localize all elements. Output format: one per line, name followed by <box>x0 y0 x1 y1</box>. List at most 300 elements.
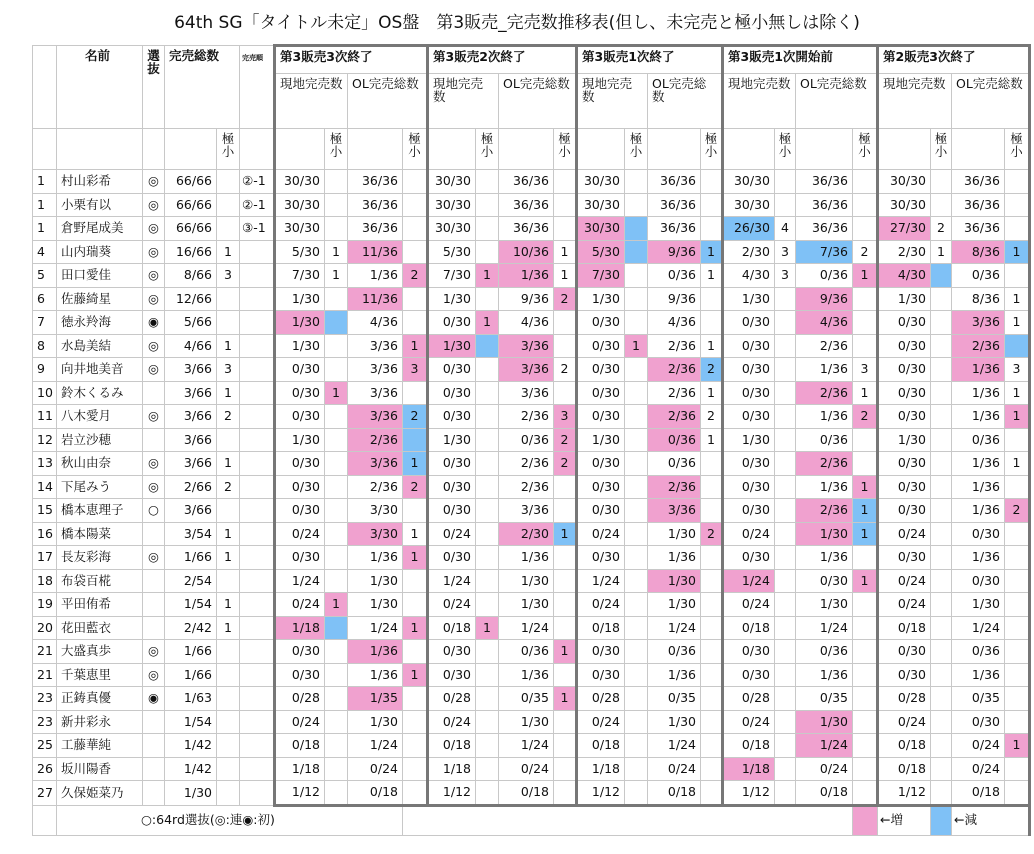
ol-goku-cell <box>853 734 878 758</box>
local-sold-cell: 1/18 <box>275 616 325 640</box>
table-row <box>33 287 1030 311</box>
total-goku-cell: 3 <box>217 264 240 288</box>
local-goku-cell <box>325 734 348 758</box>
ol-sold-cell: 2/36 <box>648 475 701 499</box>
local-goku-cell <box>476 687 499 711</box>
ol-sold-cell: 4/36 <box>796 311 853 335</box>
total-cell: 1/54 <box>165 593 217 617</box>
local-goku-cell <box>625 240 648 264</box>
total-cell: 66/66 <box>165 170 217 194</box>
ol-goku-cell: 1 <box>554 640 577 664</box>
local-sold-cell: 0/30 <box>878 546 931 570</box>
ol-goku-cell <box>403 640 428 664</box>
local-goku-cell: 3 <box>775 264 796 288</box>
ol-goku-cell <box>403 217 428 241</box>
ol-sold-cell: 1/36 <box>952 452 1005 476</box>
table-row <box>33 217 1030 241</box>
rank-cell: 8 <box>33 334 57 358</box>
local-sold-cell: 0/30 <box>428 663 476 687</box>
group-header-4: 第3販売1次開始前 <box>723 46 878 74</box>
select-mark <box>143 593 165 617</box>
ol-goku-cell <box>701 170 723 194</box>
local-sold-cell: 1/24 <box>577 569 625 593</box>
ol-sold-cell: 4/36 <box>499 311 554 335</box>
ol-sold-cell: 0/18 <box>348 781 403 806</box>
ol-sold-cell: 1/36 <box>796 663 853 687</box>
local-sold-cell: 0/30 <box>428 311 476 335</box>
total-goku-cell: 1 <box>217 452 240 476</box>
local-goku-cell <box>325 358 348 382</box>
local-goku-cell <box>325 640 348 664</box>
total-cell: 3/66 <box>165 381 217 405</box>
ol-goku-cell <box>853 287 878 311</box>
name-cell: 村山彩希 <box>57 170 143 194</box>
rank-cell: 23 <box>33 687 57 711</box>
table-row <box>33 593 1030 617</box>
local-goku-cell <box>931 499 952 523</box>
local-sold-cell: 0/30 <box>428 358 476 382</box>
name-cell: 大盛真歩 <box>57 640 143 664</box>
ol-sold-cell: 2/36 <box>499 475 554 499</box>
local-sold-cell: 1/24 <box>428 569 476 593</box>
rank-cell: 9 <box>33 358 57 382</box>
ol-goku-cell: 1 <box>1005 311 1030 335</box>
name-cell: 鈴木くるみ <box>57 381 143 405</box>
local-sold-cell: 30/30 <box>428 217 476 241</box>
ol-sold-cell: 1/24 <box>952 616 1005 640</box>
local-goku-cell: 1 <box>931 240 952 264</box>
local-goku-cell <box>476 334 499 358</box>
select-mark: ◎ <box>143 405 165 429</box>
local-sold-cell: 0/30 <box>577 452 625 476</box>
total-goku-cell: 1 <box>217 616 240 640</box>
local-goku-cell <box>931 334 952 358</box>
table-row <box>33 381 1030 405</box>
local-sold-cell: 1/30 <box>723 428 775 452</box>
select-mark <box>143 569 165 593</box>
ol-sold-cell: 0/36 <box>499 640 554 664</box>
order-cell <box>240 593 275 617</box>
order-cell: ②-1 <box>240 193 275 217</box>
ol-goku-cell <box>554 593 577 617</box>
order-cell <box>240 334 275 358</box>
local-sold-cell: 0/30 <box>723 405 775 429</box>
local-goku-cell <box>476 522 499 546</box>
local-sold-cell: 1/18 <box>428 757 476 781</box>
ol-sold-cell: 36/36 <box>499 170 554 194</box>
local-goku-cell <box>625 287 648 311</box>
local-sold-cell: 1/12 <box>723 781 775 806</box>
select-mark <box>143 522 165 546</box>
local-sold-cell: 1/12 <box>428 781 476 806</box>
select-mark <box>143 734 165 758</box>
table-row <box>33 663 1030 687</box>
ol-goku-cell <box>701 734 723 758</box>
order-cell <box>240 381 275 405</box>
rank-cell: 1 <box>33 193 57 217</box>
ol-goku-cell <box>1005 593 1030 617</box>
ol-sold-cell: 3/36 <box>348 405 403 429</box>
ol-sold-cell: 1/30 <box>348 569 403 593</box>
local-sold-cell: 1/12 <box>275 781 325 806</box>
local-goku-cell <box>476 475 499 499</box>
ol-goku-cell <box>701 663 723 687</box>
local-goku-cell: 1 <box>476 311 499 335</box>
local-goku-cell <box>325 546 348 570</box>
total-cell: 4/66 <box>165 334 217 358</box>
local-goku-cell <box>625 569 648 593</box>
ol-goku-cell <box>403 381 428 405</box>
local-goku-cell <box>931 170 952 194</box>
ol-sold-cell: 1/36 <box>796 475 853 499</box>
ol-sold-cell: 2/36 <box>648 381 701 405</box>
local-goku-cell <box>625 522 648 546</box>
local-goku-cell <box>476 663 499 687</box>
total-goku-cell <box>217 687 240 711</box>
local-sold-cell: 1/24 <box>275 569 325 593</box>
local-sold-cell: 1/30 <box>275 334 325 358</box>
local-goku-cell <box>625 616 648 640</box>
name-cell: 久保姫菜乃 <box>57 781 143 806</box>
name-cell: 平田侑希 <box>57 593 143 617</box>
goku-header: 極小 <box>325 129 348 170</box>
local-goku-cell <box>775 546 796 570</box>
local-sold-cell: 30/30 <box>723 170 775 194</box>
local-goku-cell <box>931 710 952 734</box>
local-sold-cell: 0/24 <box>878 593 931 617</box>
order-cell <box>240 475 275 499</box>
local-goku-cell <box>775 405 796 429</box>
ol-goku-cell <box>853 663 878 687</box>
local-sold-cell: 30/30 <box>577 217 625 241</box>
local-goku-cell <box>325 616 348 640</box>
ol-sold-cell: 0/36 <box>952 428 1005 452</box>
local-sold-cell: 30/30 <box>275 193 325 217</box>
ol-goku-cell: 2 <box>1005 499 1030 523</box>
group-header-3: 第3販売1次終了 <box>577 46 723 74</box>
ol-sold-cell: 0/35 <box>499 687 554 711</box>
ol-sold-cell: 2/36 <box>648 405 701 429</box>
total-cell: 1/42 <box>165 757 217 781</box>
rank-cell: 1 <box>33 217 57 241</box>
ol-goku-cell <box>853 616 878 640</box>
local-sold-cell: 0/30 <box>878 381 931 405</box>
local-sold-cell: 0/18 <box>428 734 476 758</box>
ol-sold-cell: 3/36 <box>348 334 403 358</box>
local-header-5: 現地完売数 <box>878 74 952 129</box>
local-sold-cell: 0/30 <box>723 475 775 499</box>
goku-header: 極小 <box>853 129 878 170</box>
ol-goku-cell <box>853 593 878 617</box>
local-sold-cell: 0/30 <box>577 381 625 405</box>
local-sold-cell: 0/30 <box>723 663 775 687</box>
local-sold-cell: 7/30 <box>428 264 476 288</box>
local-goku-cell: 1 <box>476 264 499 288</box>
group-header-2: 第3販売2次終了 <box>428 46 577 74</box>
total-goku-cell <box>217 287 240 311</box>
local-sold-cell: 0/24 <box>878 569 931 593</box>
local-goku-cell <box>476 593 499 617</box>
local-goku-cell <box>625 217 648 241</box>
local-sold-cell: 0/18 <box>878 757 931 781</box>
local-goku-cell <box>775 381 796 405</box>
rank-cell: 4 <box>33 240 57 264</box>
local-goku-cell <box>625 757 648 781</box>
total-cell: 12/66 <box>165 287 217 311</box>
local-goku-cell <box>476 710 499 734</box>
legend-decrease-swatch <box>931 805 952 835</box>
ol-sold-cell: 10/36 <box>499 240 554 264</box>
order-cell <box>240 781 275 806</box>
local-sold-cell: 0/24 <box>723 593 775 617</box>
ol-goku-cell: 2 <box>554 428 577 452</box>
local-sold-cell: 0/30 <box>577 358 625 382</box>
order-cell <box>240 710 275 734</box>
select-mark <box>143 781 165 806</box>
ol-goku-cell: 1 <box>853 569 878 593</box>
local-sold-cell: 0/30 <box>275 640 325 664</box>
local-goku-cell <box>325 710 348 734</box>
group-header-5: 第2販売3次終了 <box>878 46 1030 74</box>
ol-sold-cell: 0/18 <box>952 781 1005 806</box>
ol-goku-cell <box>853 687 878 711</box>
order-cell <box>240 757 275 781</box>
select-mark: ◉ <box>143 311 165 335</box>
ol-sold-cell: 0/24 <box>796 757 853 781</box>
total-cell: 66/66 <box>165 217 217 241</box>
ol-sold-cell: 2/36 <box>796 452 853 476</box>
table-row <box>33 546 1030 570</box>
local-sold-cell: 1/30 <box>428 334 476 358</box>
ol-goku-cell <box>403 734 428 758</box>
ol-sold-cell: 1/36 <box>499 546 554 570</box>
local-sold-cell: 0/24 <box>577 593 625 617</box>
ol-goku-cell <box>554 781 577 806</box>
local-sold-cell: 0/18 <box>878 616 931 640</box>
ol-sold-cell: 1/30 <box>796 522 853 546</box>
local-goku-cell <box>476 381 499 405</box>
local-sold-cell: 30/30 <box>723 193 775 217</box>
total-cell: 1/66 <box>165 663 217 687</box>
local-sold-cell: 1/30 <box>275 287 325 311</box>
ol-sold-cell: 0/36 <box>648 264 701 288</box>
ol-goku-cell: 1 <box>701 240 723 264</box>
ol-goku-cell: 2 <box>403 475 428 499</box>
local-sold-cell: 0/24 <box>428 522 476 546</box>
goku-header: 極小 <box>403 129 428 170</box>
ol-goku-cell <box>701 217 723 241</box>
local-goku-cell <box>625 358 648 382</box>
select-mark: ◎ <box>143 663 165 687</box>
table-row <box>33 452 1030 476</box>
goku-header: 極小 <box>775 129 796 170</box>
local-goku-cell <box>476 405 499 429</box>
local-goku-cell <box>931 381 952 405</box>
local-goku-cell: 1 <box>325 381 348 405</box>
ol-sold-cell: 9/36 <box>499 287 554 311</box>
ol-sold-cell: 1/24 <box>499 616 554 640</box>
table-row <box>33 170 1030 194</box>
rank-cell: 7 <box>33 311 57 335</box>
ol-sold-cell: 36/36 <box>648 170 701 194</box>
ol-goku-cell <box>1005 546 1030 570</box>
goku-header: 極小 <box>476 129 499 170</box>
local-sold-cell: 0/24 <box>878 522 931 546</box>
ol-goku-cell <box>554 217 577 241</box>
ol-sold-cell: 36/36 <box>796 170 853 194</box>
select-mark: ◎ <box>143 170 165 194</box>
rank-cell: 20 <box>33 616 57 640</box>
name-cell: 佐藤綺星 <box>57 287 143 311</box>
ol-sold-cell: 7/36 <box>796 240 853 264</box>
total-goku-cell <box>217 781 240 806</box>
local-goku-cell <box>476 757 499 781</box>
ol-goku-cell <box>701 475 723 499</box>
ol-sold-cell: 1/36 <box>952 546 1005 570</box>
total-cell: 1/42 <box>165 734 217 758</box>
local-goku-cell <box>325 452 348 476</box>
ol-goku-cell <box>403 240 428 264</box>
ol-sold-cell: 1/36 <box>952 499 1005 523</box>
local-sold-cell: 4/30 <box>878 264 931 288</box>
local-goku-cell <box>325 781 348 806</box>
ol-sold-cell: 3/36 <box>648 499 701 523</box>
name-cell: 徳永羚海 <box>57 311 143 335</box>
local-goku-cell <box>325 428 348 452</box>
local-goku-cell <box>931 287 952 311</box>
table-row <box>33 640 1030 664</box>
local-sold-cell: 0/30 <box>878 358 931 382</box>
local-goku-cell: 4 <box>775 217 796 241</box>
ol-goku-cell: 1 <box>853 475 878 499</box>
local-header-4: 現地完売数 <box>723 74 796 129</box>
local-sold-cell: 2/30 <box>723 240 775 264</box>
local-sold-cell: 0/30 <box>275 499 325 523</box>
table-row <box>33 522 1030 546</box>
local-sold-cell: 30/30 <box>878 193 931 217</box>
order-cell <box>240 499 275 523</box>
ol-sold-cell: 0/36 <box>499 428 554 452</box>
ol-goku-cell <box>701 781 723 806</box>
local-goku-cell <box>325 217 348 241</box>
local-sold-cell: 30/30 <box>878 170 931 194</box>
ol-sold-cell: 3/36 <box>499 358 554 382</box>
name-cell: 布袋百椛 <box>57 569 143 593</box>
total-goku-cell <box>217 757 240 781</box>
ol-sold-cell: 1/36 <box>648 546 701 570</box>
total-cell: 2/66 <box>165 475 217 499</box>
rank-cell: 11 <box>33 405 57 429</box>
ol-goku-cell <box>403 193 428 217</box>
ol-goku-cell: 1 <box>853 264 878 288</box>
ol-sold-cell: 36/36 <box>648 217 701 241</box>
ol-goku-cell <box>701 193 723 217</box>
local-sold-cell: 0/30 <box>428 546 476 570</box>
local-goku-cell <box>476 546 499 570</box>
ol-sold-cell: 3/36 <box>348 358 403 382</box>
ol-goku-cell: 1 <box>1005 405 1030 429</box>
local-sold-cell: 0/30 <box>275 475 325 499</box>
rank-cell: 16 <box>33 522 57 546</box>
local-goku-cell <box>931 311 952 335</box>
local-sold-cell: 30/30 <box>275 170 325 194</box>
local-goku-cell: 3 <box>775 240 796 264</box>
table-row <box>33 311 1030 335</box>
local-sold-cell: 0/30 <box>428 640 476 664</box>
ol-goku-cell: 1 <box>701 381 723 405</box>
local-goku-cell: 1 <box>325 264 348 288</box>
local-sold-cell: 0/30 <box>878 405 931 429</box>
ol-sold-cell: 1/36 <box>952 381 1005 405</box>
ol-sold-cell: 36/36 <box>952 170 1005 194</box>
local-goku-cell <box>931 569 952 593</box>
ol-sold-cell: 1/24 <box>796 616 853 640</box>
local-sold-cell: 0/28 <box>275 687 325 711</box>
rank-cell: 13 <box>33 452 57 476</box>
ol-sold-cell: 1/36 <box>348 640 403 664</box>
ol-header-2: OL完売総数 <box>499 74 577 129</box>
ol-goku-cell <box>403 287 428 311</box>
ol-goku-cell: 2 <box>853 405 878 429</box>
local-goku-cell <box>775 499 796 523</box>
local-goku-cell <box>775 452 796 476</box>
local-sold-cell: 0/24 <box>275 522 325 546</box>
local-goku-cell <box>775 522 796 546</box>
local-sold-cell: 0/24 <box>723 710 775 734</box>
order-cell <box>240 640 275 664</box>
local-goku-cell <box>625 193 648 217</box>
name-cell: 水島美結 <box>57 334 143 358</box>
total-cell: 2/54 <box>165 569 217 593</box>
local-goku-cell <box>325 311 348 335</box>
local-sold-cell: 5/30 <box>577 240 625 264</box>
ol-sold-cell: 1/36 <box>796 405 853 429</box>
ol-sold-cell: 1/24 <box>348 734 403 758</box>
local-sold-cell: 0/30 <box>577 663 625 687</box>
order-cell: ③-1 <box>240 217 275 241</box>
rank-cell: 18 <box>33 569 57 593</box>
local-goku-cell <box>476 640 499 664</box>
local-sold-cell: 0/30 <box>723 499 775 523</box>
total-cell: 3/66 <box>165 452 217 476</box>
total-cell: 1/54 <box>165 710 217 734</box>
ol-sold-cell: 0/36 <box>952 640 1005 664</box>
ol-sold-cell: 0/35 <box>952 687 1005 711</box>
ol-sold-cell: 0/24 <box>499 757 554 781</box>
ol-goku-cell <box>554 569 577 593</box>
local-sold-cell: 1/12 <box>878 781 931 806</box>
ol-goku-cell: 3 <box>853 358 878 382</box>
ol-goku-cell <box>1005 475 1030 499</box>
local-sold-cell: 1/24 <box>723 569 775 593</box>
local-goku-cell <box>931 781 952 806</box>
ol-goku-cell <box>1005 757 1030 781</box>
local-sold-cell: 0/30 <box>428 452 476 476</box>
ol-sold-cell: 3/30 <box>348 499 403 523</box>
local-sold-cell: 0/30 <box>878 499 931 523</box>
table-row <box>33 193 1030 217</box>
name-cell: 八木愛月 <box>57 405 143 429</box>
ol-goku-cell <box>403 569 428 593</box>
local-sold-cell: 30/30 <box>275 217 325 241</box>
rank-header <box>33 46 57 129</box>
ol-goku-cell <box>403 710 428 734</box>
ol-goku-cell <box>1005 663 1030 687</box>
ol-sold-cell: 1/36 <box>348 264 403 288</box>
name-cell: 山内瑞葵 <box>57 240 143 264</box>
ol-sold-cell: 2/36 <box>648 334 701 358</box>
local-goku-cell <box>325 334 348 358</box>
